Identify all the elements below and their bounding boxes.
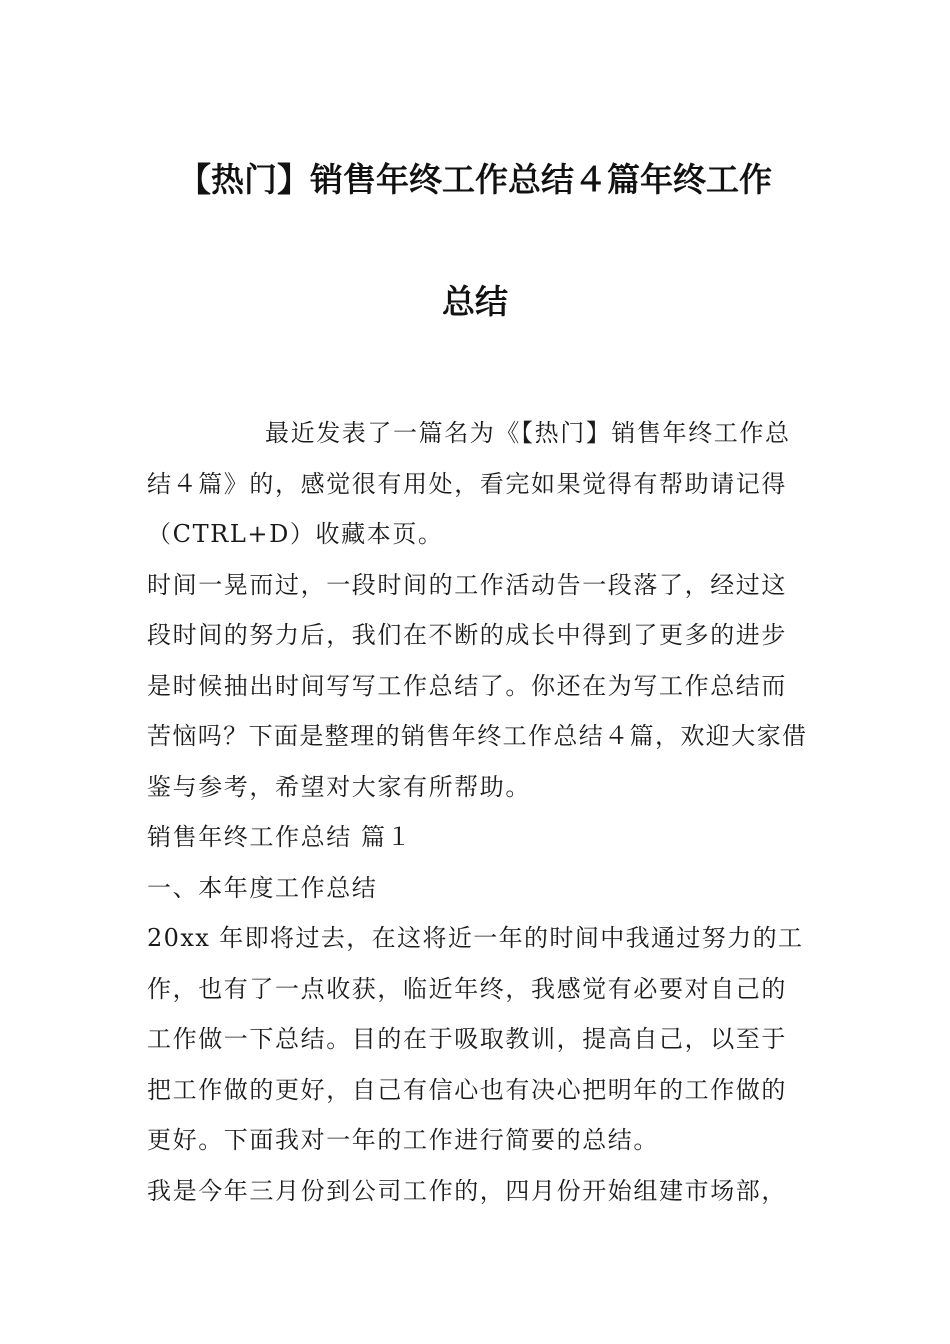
text-line: 最近发表了一篇名为《【热门】销售年终工作总 <box>265 419 791 447</box>
text-line: 把工作做的更好，自己有信心也有决心把明年的工作做的 <box>147 1075 787 1104</box>
section-heading <box>147 812 807 863</box>
text-line: 苦恼吗？下面是整理的销售年终工作总结４篇，欢迎大家借 <box>147 722 808 750</box>
body-paragraph <box>147 913 807 1166</box>
text-line: 鉴与参考，希望对大家有所帮助。 <box>147 772 531 801</box>
subsection-heading <box>147 863 807 914</box>
text-line: 20xx 年即将过去，在这将近一年的时间中我通过努力的工 <box>147 924 804 952</box>
text-line: 一、本年度工作总结 <box>147 873 378 902</box>
document-title-line-1: 【热门】销售年终工作总结４篇年终工作 <box>178 160 772 199</box>
text-line: 时间一晃而过，一段时间的工作活动告一段落了，经过这 <box>147 570 787 599</box>
document-title-line-2: 总结 <box>442 282 508 321</box>
text-line: 工作做一下总结。目的在于吸取教训，提高自己，以至于 <box>147 1025 787 1053</box>
text-line: 更好。下面我对一年的工作进行简要的总结。 <box>147 1126 659 1154</box>
document-body <box>147 408 807 1216</box>
text-line: 结４篇》的，感觉很有用处，看完如果觉得有帮助请记得 <box>147 469 787 498</box>
text-line: 我是今年三月份到公司工作的，四月份开始组建市场部， <box>147 1176 787 1205</box>
text-line: 销售年终工作总结 篇１ <box>147 823 413 851</box>
text-line: 段时间的努力后，我们在不断的成长中得到了更多的进步 <box>147 621 787 649</box>
text-line: 是时候抽出时间写写工作总结了。你还在为写工作总结而 <box>147 671 787 700</box>
text-line: 作，也有了一点收获，临近年终，我感觉有必要对自己的 <box>147 974 787 1003</box>
intro-paragraph <box>147 408 807 560</box>
text-line: （CTRL+D）收藏本页。 <box>147 520 444 548</box>
body-paragraph <box>147 1166 807 1217</box>
body-paragraph <box>147 560 807 813</box>
